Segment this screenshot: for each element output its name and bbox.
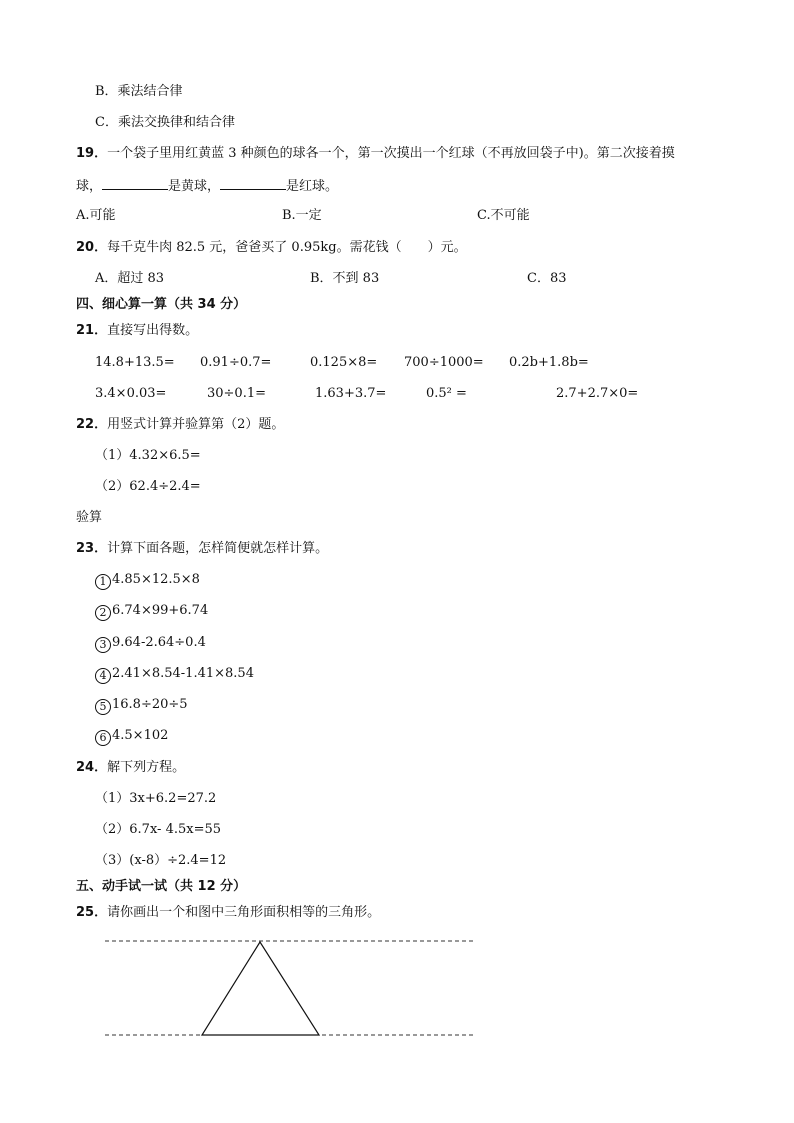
q21-item: 14.8+13.5= — [95, 355, 175, 370]
q19-option-b: B.一定 — [282, 208, 322, 223]
q19-option-c: C.不可能 — [477, 208, 530, 223]
q22-text: 用竖式计算并验算第（2）题。 — [107, 417, 285, 432]
q23-item: 5 16.8÷20÷5 — [95, 697, 188, 715]
q20-option-b: B．不到 83 — [310, 271, 380, 286]
q21-item: 30÷0.1= — [207, 386, 267, 401]
q19-text-line1: 一个袋子里用红黄蓝 3 种颜色的球各一个，第一次摸出一个红球（不再放回袋子中)。第二次接着摸 — [107, 146, 675, 161]
q21-item: 700÷1000= — [404, 355, 484, 370]
q24-text: 解下列方程。 — [107, 760, 186, 775]
q22-check-label: 验算 — [76, 510, 103, 525]
circled-number-marker: 6 — [95, 730, 111, 746]
q22-number: 22． — [76, 417, 108, 432]
q21-item: 0.2b+1.8b= — [509, 355, 589, 370]
q21-item: 0.5² = — [426, 386, 467, 401]
q23-item: 1 4.85×12.5×8 — [95, 572, 200, 590]
q22-item: （2）62.4÷2.4= — [95, 479, 201, 494]
q20-option-c: C．83 — [527, 271, 567, 286]
circled-number-marker: 1 — [95, 574, 111, 590]
q25-text: 请你画出一个和图中三角形面积相等的三角形。 — [107, 905, 381, 920]
q24-item: （2）6.7x- 4.5x=55 — [95, 822, 222, 837]
q19-text-b: 是黄球， — [168, 179, 221, 194]
circled-number-marker: 3 — [95, 637, 111, 653]
circled-number-marker: 2 — [95, 605, 111, 621]
q23-text: 计算下面各题，怎样简便就怎样计算。 — [107, 541, 329, 556]
q24-number: 24． — [76, 760, 108, 775]
triangle-shape — [202, 942, 319, 1035]
q25-number: 25． — [76, 905, 108, 920]
q21-item: 0.91÷0.7= — [200, 355, 272, 370]
q19-option-a: A.可能 — [76, 208, 116, 223]
q19-text-c: 是红球。 — [286, 179, 339, 194]
q24-item: （3）(x-8）÷2.4=12 — [95, 853, 227, 868]
q18-option-c: C．乘法交换律和结合律 — [95, 115, 235, 130]
q19-text-a: 球， — [76, 179, 103, 194]
circled-number-marker: 4 — [95, 668, 111, 684]
q23-number: 23． — [76, 541, 108, 556]
q18-option-b: B．乘法结合律 — [95, 84, 183, 99]
q19-number: 19． — [76, 146, 108, 161]
q21-text: 直接写出得数。 — [107, 323, 199, 338]
q23-item: 4 2.41×8.54-1.41×8.54 — [95, 666, 254, 684]
q23-item: 2 6.74×99+6.74 — [95, 603, 208, 621]
q20-option-a: A．超过 83 — [95, 271, 165, 286]
q21-number: 21． — [76, 323, 108, 338]
q22-item: （1）4.32×6.5= — [95, 448, 201, 463]
q20-text: 每千克牛肉 82.5 元，爸爸买了 0.95kg。需花钱（ ）元。 — [107, 240, 467, 255]
section-4-title: 四、细心算一算（共 34 分） — [76, 297, 247, 312]
q21-item: 2.7+2.7×0= — [556, 386, 639, 401]
q21-item: 3.4×0.03= — [95, 386, 167, 401]
section-5-title: 五、动手试一试（共 12 分） — [76, 879, 247, 894]
q24-item: （1）3x+6.2=27.2 — [95, 791, 217, 806]
q20-number: 20． — [76, 240, 108, 255]
q21-item: 1.63+3.7= — [315, 386, 387, 401]
q23-item: 3 9.64-2.64÷0.4 — [95, 635, 206, 653]
circled-number-marker: 5 — [95, 699, 111, 715]
q21-item: 0.125×8= — [310, 355, 378, 370]
q23-item: 6 4.5×102 — [95, 728, 168, 746]
